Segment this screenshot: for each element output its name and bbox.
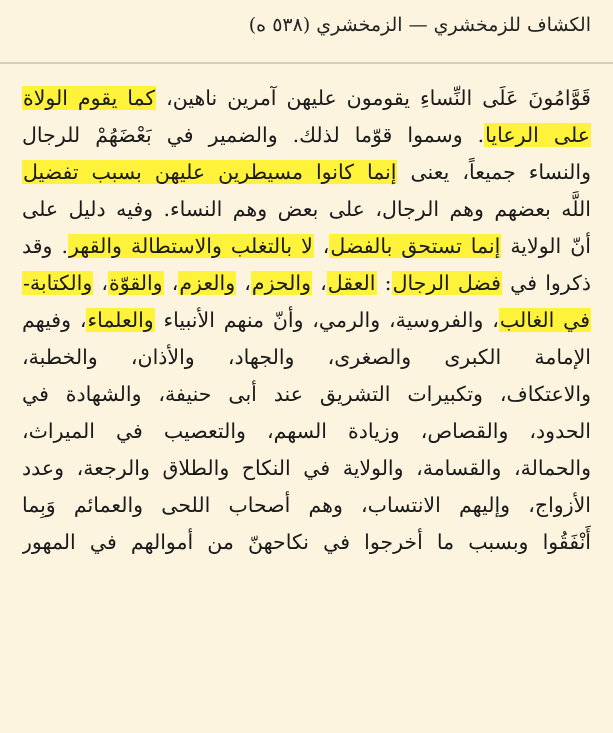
book-title: الكشاف للزمخشري — الزمخشري (٥٣٨ ه) [248,14,591,36]
text-segment: والاعتكاف، وتكبيرات التشريق عند أبى حنيفة، والشهادة في [22,382,591,406]
text-segment: ، [311,271,327,295]
text-segment: ، [236,271,251,295]
text-segment: الإمامة الكبرى والصغرى، والجهاد، والأذان، والخطبة، [22,345,591,369]
text-segment: أَنْفَقُوا وبسبب ما أخرجوا في نكاحهنّ من أموالهم في المهور [22,530,591,554]
page-header [0,0,613,62]
text-segment: اللَّه بعضهم وهم الرجال، على بعض وهم النساء. وفيه دليل على [22,197,591,221]
text-line [22,524,591,561]
highlighted-text: والكتابة- [23,271,93,295]
text-segment: ، [93,271,109,295]
highlighted-text: فضل الرجال [392,271,501,295]
text-line [22,450,591,487]
text-line [22,376,591,413]
text-line [22,80,591,117]
text-segment: ، [163,271,179,295]
text-segment: ، [313,234,330,258]
highlighted-text: لا بالتغلب والاستطالة والقهر [68,234,313,258]
text-line [22,339,591,376]
text-line [22,265,591,302]
highlighted-text: والقوّة [109,271,163,295]
text-segment: . وقد [22,234,68,258]
highlighted-text: كما يقوم الولاة [23,86,156,110]
highlighted-text: إنما تستحق بالفضل [330,234,501,258]
highlighted-text: إنما كانوا مسيطرين عليهن بسبب تفضيل [23,160,397,184]
highlighted-text: والحزم [251,271,311,295]
text-line [22,154,591,191]
text-segment: الأزواج، وإليهم الانتساب، وهم أصحاب اللحى والعمائم وَبِما [22,493,591,517]
text-segment: ، والفروسية، والرمي، وأنّ منهم الأنبياء [154,308,499,332]
highlighted-text: والعلماء [87,308,154,332]
highlighted-text: على الرعايا [485,123,591,147]
highlighted-text: في الغالب [499,308,591,332]
text-line [22,487,591,524]
text-segment: ذكروا في [501,271,591,295]
highlighted-text: والعزم [179,271,236,295]
text-line [22,191,591,228]
text-segment: أنّ الولاية [501,234,591,258]
text-line [22,117,591,154]
text-line [22,413,591,450]
text-line [22,302,591,339]
text-segment: قَوَّامُونَ عَلَى النِّساءِ يقومون عليهن آمرين ناهين، [156,86,591,110]
text-segment: والنساء جميعاً، يعنى [397,160,591,184]
text-segment: . وسموا قوّما لذلك. والضمير في بَعْضَهُمْ للرجال [22,123,485,147]
text-segment: : [376,271,392,295]
text-line [22,228,591,265]
text-body [0,64,613,561]
text-segment: والحمالة، والقسامة، والولاية في النكاح والطلاق والرجعة، وعدد [22,456,591,480]
highlighted-text: العقل [327,271,376,295]
text-segment: ، وفيهم [22,308,87,332]
text-segment: الحدود، والقصاص، وزيادة السهم، والتعصيب في الميراث، [22,419,591,443]
